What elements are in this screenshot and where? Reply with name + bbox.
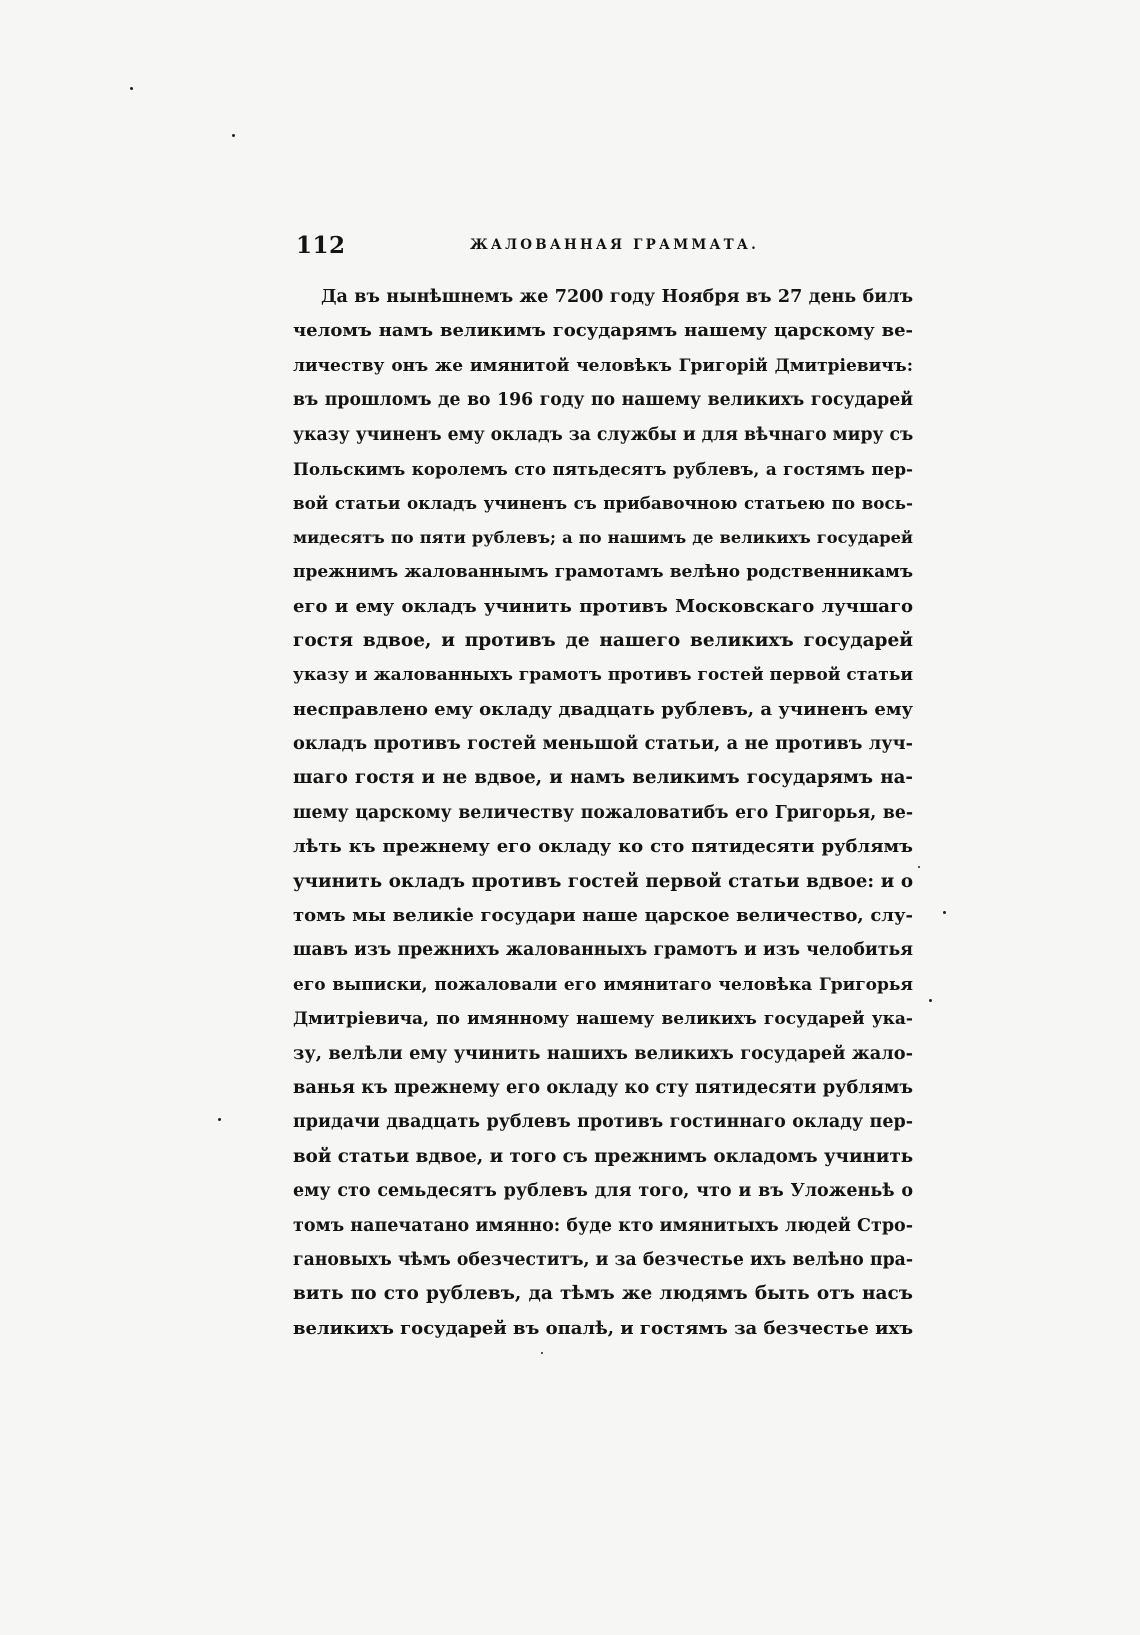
text-line: гостя вдвое, и противъ де нашего великихъ государей: [293, 629, 913, 651]
scan-speck: [943, 911, 946, 914]
body-text: [293, 280, 913, 1346]
text-line: великихъ государей въ опалѣ, и гостямъ за безчестье ихъ: [293, 1317, 913, 1339]
text-line: ему сто семьдесятъ рублевъ для того, что и въ Уложеньѣ о: [293, 1181, 913, 1202]
scan-speck: [130, 87, 133, 90]
scan-speck: [918, 866, 920, 868]
scan-speck: [232, 134, 235, 137]
text-line: мидесятъ по пяти рублевъ; а по нашимъ де великихъ государей: [293, 527, 913, 547]
text-line: шему царскому величеству пожаловатибъ его Григорья, ве-: [293, 802, 913, 823]
page-number: 112: [296, 232, 346, 259]
text-line: вить по сто рублевъ, да тѣмъ же людямъ быть отъ насъ: [293, 1283, 913, 1305]
text-line: его выписки, пожаловали его имянитаго человѣка Григорья: [293, 974, 913, 995]
text-line: Польскимъ королемъ сто пятьдесятъ рублевъ, а гостямъ пер-: [293, 458, 913, 479]
text-line: придачи двадцать рублевъ противъ гостиннаго окладу пер-: [293, 1112, 913, 1133]
text-line: прежнимъ жалованнымъ грамотамъ велѣно родственникамъ: [293, 562, 913, 583]
text-line: учинить окладъ противъ гостей первой статьи вдвое: и о: [293, 870, 913, 892]
text-line: указу и жалованныхъ грамотъ противъ гостей первой статьи: [293, 665, 913, 686]
text-line: въ прошломъ де во 196 году по нашему великихъ государей: [293, 390, 913, 411]
text-line: личеству онъ же имянитой человѣкъ Григорій Дмитріевичъ:: [293, 355, 913, 376]
text-line: указу учиненъ ему окладъ за службы и для вѣчнаго миру съ: [293, 424, 914, 445]
text-line: лѣть къ прежнему его окладу ко сто пятидесяти рублямъ: [293, 836, 913, 858]
text-line: окладъ противъ гостей меньшой статьи, а не противъ луч-: [293, 733, 913, 755]
text-line: томъ напечатано имянно: буде кто имянитыхъ людей Стро-: [293, 1215, 913, 1236]
text-line: Да въ нынѣшнемъ же 7200 году Ноября въ 27 день билъ: [321, 287, 913, 307]
text-line: его и ему окладъ учинить противъ Московскаго лучшаго: [293, 595, 913, 617]
scan-speck: [929, 999, 932, 1002]
text-line: шаго гостя и не вдвое, и намъ великимъ государямъ на-: [293, 767, 913, 789]
text-line: гановыхъ чѣмъ обезчеститъ, и за безчестье ихъ велѣно пра-: [293, 1249, 913, 1270]
running-title: ЖАЛОВАННАЯ ГРАММАТА.: [470, 237, 760, 253]
page-header: [296, 232, 906, 266]
text-line: ванья къ прежнему его окладу ко сту пятидесяти рублямъ: [293, 1076, 913, 1098]
scan-speck: [218, 1118, 221, 1121]
text-line: несправлено ему окладу двадцать рублевъ, а учиненъ ему: [293, 698, 913, 720]
text-line: вой статьи окладъ учиненъ съ прибавочною статьею по вось-: [293, 493, 913, 514]
text-line: вой статьи вдвое, и того съ прежнимъ окладомъ учинить: [293, 1145, 914, 1167]
text-line: томъ мы великіе государи наше царское величество, слу-: [293, 905, 913, 927]
text-line: шавъ изъ прежнихъ жалованныхъ грамотъ и изъ челобитья: [293, 940, 913, 961]
scan-speck: [541, 1352, 543, 1354]
text-line: зу, велѣли ему учинить нашихъ великихъ государей жало-: [293, 1042, 913, 1064]
text-line: челомъ намъ великимъ государямъ нашему царскому ве-: [293, 320, 913, 342]
text-line: Дмитріевича, по имянному нашему великихъ государей ука-: [293, 1009, 913, 1030]
